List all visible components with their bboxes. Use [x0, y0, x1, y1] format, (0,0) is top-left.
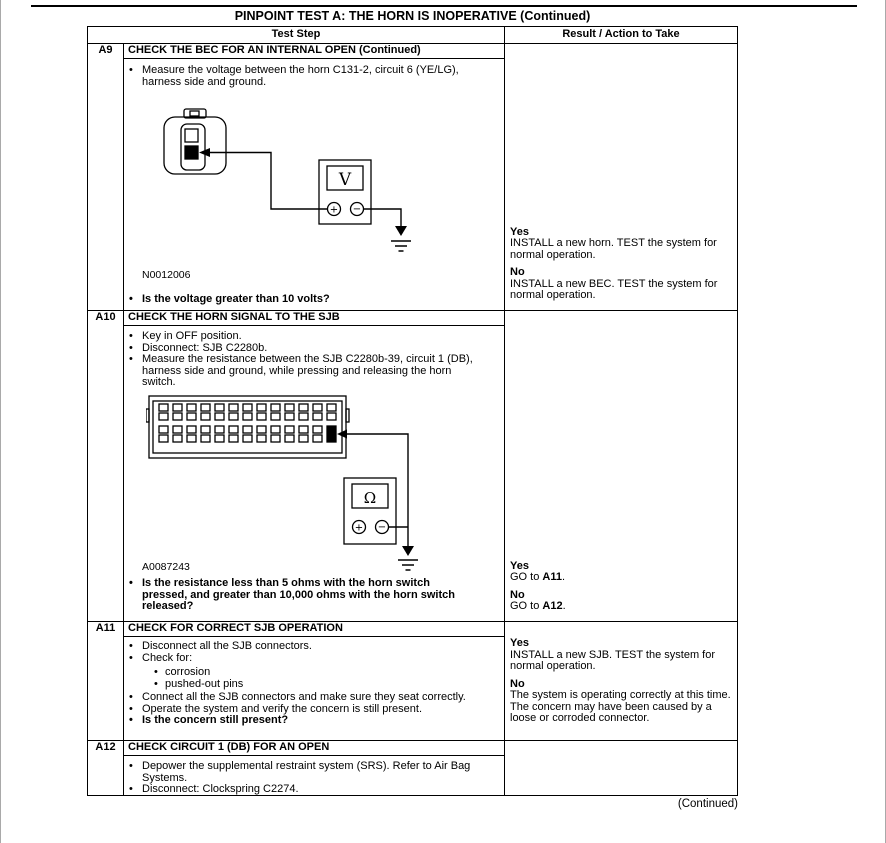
bullet-marker: • — [129, 760, 133, 772]
step-id-a10: A10 — [88, 311, 124, 621]
instruction-text: Measure the resistance between the SJB C2280b-39, circuit 1 (DB), harness side and ground, while pressing and releasing the horn switch. — [142, 353, 473, 388]
sub-bullet-item — [154, 679, 478, 691]
step-body-a11 — [124, 637, 504, 727]
question-text: Is the resistance less than 5 ohms with the horn switch pressed, and greater than 10,000 ohms with the horn switch released? — [142, 577, 455, 612]
go-to-reference: A11 — [542, 571, 562, 583]
result-cell-a12 — [504, 741, 737, 795]
result-cell-a10 — [504, 311, 737, 621]
question-text: Is the voltage greater than 10 volts? — [142, 292, 330, 305]
result-yes-action: INSTALL a new SJB. TEST the system for normal operation. — [510, 648, 716, 673]
test-step-cell-a10 — [88, 311, 504, 621]
test-step-cell-a12 — [88, 741, 504, 795]
step-content-a9 — [124, 44, 504, 310]
ground-arrowhead — [395, 226, 407, 236]
bullet-marker: • — [129, 783, 133, 795]
plus-sign: + — [354, 522, 364, 533]
bullet-marker: • — [129, 330, 133, 342]
result-no-action: The system is operating correctly at this time. The concern may have been caused by a loose or corroded connector. — [510, 689, 731, 725]
question-item — [129, 294, 478, 306]
instruction-text: Disconnect: Clockspring C2274. — [142, 783, 299, 795]
figure-label: N0012006 — [142, 269, 191, 281]
instruction-text: Check for: — [142, 651, 193, 664]
step-title-a9: CHECK THE BEC FOR AN INTERNAL OPEN (Continued) — [124, 44, 504, 60]
result-no-action: INSTALL a new BEC. TEST the system for normal operation. — [510, 277, 718, 301]
sub-bullet-text: corrosion — [165, 666, 211, 678]
bullet-marker: • — [129, 702, 133, 715]
step-body-a9 — [124, 59, 504, 305]
step-id-a11: A11 — [88, 622, 124, 740]
continued-note: (Continued) — [677, 798, 738, 810]
instruction-text: Disconnect: SJB C2280b. — [142, 341, 268, 354]
action-post: . — [561, 571, 566, 583]
bullet-marker: • — [129, 714, 133, 726]
step-content-a12 — [124, 741, 504, 795]
result-cell-a9 — [504, 44, 737, 310]
figure-label: A0087243 — [142, 560, 190, 573]
instruction-text: Disconnect all the SJB connectors. — [142, 640, 312, 652]
result-no-label: No — [510, 677, 525, 690]
minus-sign: − — [377, 521, 387, 533]
step-row-a11 — [88, 622, 737, 741]
voltmeter — [319, 160, 371, 224]
instruction-item — [129, 331, 478, 343]
instruction-text: Depower the supplemental restraint system (SRS). Refer to Air Bag Systems. — [142, 760, 471, 784]
horn-connector-voltmeter-diagram — [151, 108, 441, 268]
result-no-label: No — [510, 266, 525, 278]
step-content-a10 — [124, 311, 504, 621]
instruction-item — [129, 354, 478, 389]
question-text: Is the concern still present? — [142, 714, 289, 726]
sub-bullet-list — [154, 667, 478, 690]
result-yes-label: Yes — [510, 559, 529, 572]
result-yes-action — [510, 572, 732, 584]
bullet-marker: • — [154, 666, 158, 678]
test-step-cell-a11 — [88, 622, 504, 740]
sjb-connector-ohmmeter-diagram — [146, 393, 446, 578]
table-header-row — [88, 27, 737, 44]
instruction-text: Operate the system and verify the concern is still present. — [142, 702, 423, 715]
step-title-a11: CHECK FOR CORRECT SJB OPERATION — [124, 622, 504, 638]
plus-sign: + — [329, 204, 339, 216]
voltmeter-symbol: V — [338, 170, 352, 190]
sub-bullet-item — [154, 667, 478, 679]
step-id-a9: A9 — [88, 44, 124, 310]
test-step-cell-a9 — [88, 44, 504, 310]
pinpoint-test-table — [87, 26, 738, 796]
question-item — [129, 715, 478, 727]
result-yes-label: Yes — [510, 225, 529, 238]
go-to-reference: A12 — [542, 600, 563, 612]
sjb-connector-drawing — [146, 396, 349, 458]
instruction-text: Key in OFF position. — [142, 330, 242, 342]
bullet-marker: • — [129, 651, 133, 664]
ohmmeter — [344, 478, 396, 544]
bullet-marker: • — [129, 640, 133, 652]
top-rule — [31, 5, 857, 7]
result-no-label: No — [510, 588, 525, 601]
instruction-item — [129, 784, 478, 795]
action-post: . — [562, 600, 566, 612]
step-title-a12: CHECK CIRCUIT 1 (DB) FOR AN OPEN — [124, 741, 504, 757]
result-yes-action: INSTALL a new horn. TEST the system for normal operation. — [510, 237, 717, 261]
pin-row-2 — [159, 426, 336, 442]
step-row-a9 — [88, 44, 737, 311]
column-header-test-step: Test Step — [271, 28, 321, 40]
instruction-text: Measure the voltage between the horn C131-2, circuit 6 (YE/LG), harness side and ground. — [142, 64, 459, 88]
ohmmeter-symbol: Ω — [363, 488, 377, 507]
result-no-action — [510, 601, 732, 613]
ground-arrowhead — [402, 546, 414, 556]
action-pre: GO to — [510, 600, 543, 612]
instruction-item — [129, 761, 478, 784]
sub-bullet-text: pushed-out pins — [165, 677, 244, 690]
step-row-a10 — [88, 311, 737, 622]
column-header-result-action: Result / Action to Take — [504, 27, 737, 43]
bullet-marker: • — [129, 353, 133, 365]
instruction-item — [129, 692, 478, 704]
step-body-a12 — [124, 756, 504, 795]
result-yes-label: Yes — [510, 637, 529, 650]
result-cell-a11 — [504, 622, 737, 740]
step-content-a11 — [124, 622, 504, 740]
highlighted-pin-39 — [327, 426, 336, 442]
instruction-text: Connect all the SJB connectors and make sure they seat correctly. — [142, 691, 466, 703]
instruction-item — [129, 65, 478, 88]
bullet-marker: • — [129, 341, 133, 354]
step-body-a10 — [124, 326, 504, 613]
pin-row-1 — [159, 404, 336, 420]
bullet-marker: • — [154, 677, 158, 690]
instruction-item — [129, 641, 478, 653]
bullet-marker: • — [129, 64, 133, 76]
minus-sign: − — [352, 204, 362, 215]
step-id-a12: A12 — [88, 741, 124, 795]
page-title: PINPOINT TEST A: THE HORN IS INOPERATIVE (Continued) — [234, 9, 591, 23]
step-row-a12 — [88, 741, 737, 795]
horn-connector-drawing — [164, 109, 226, 174]
action-pre: GO to — [510, 571, 543, 583]
bullet-marker: • — [129, 691, 133, 703]
step-title-a10: CHECK THE HORN SIGNAL TO THE SJB — [124, 311, 504, 327]
question-item — [129, 578, 478, 613]
instruction-item — [129, 653, 478, 665]
bullet-marker: • — [129, 292, 133, 305]
probe-arrow-and-lead — [199, 148, 327, 209]
ground-symbol — [391, 241, 411, 251]
bullet-marker: • — [129, 577, 133, 589]
